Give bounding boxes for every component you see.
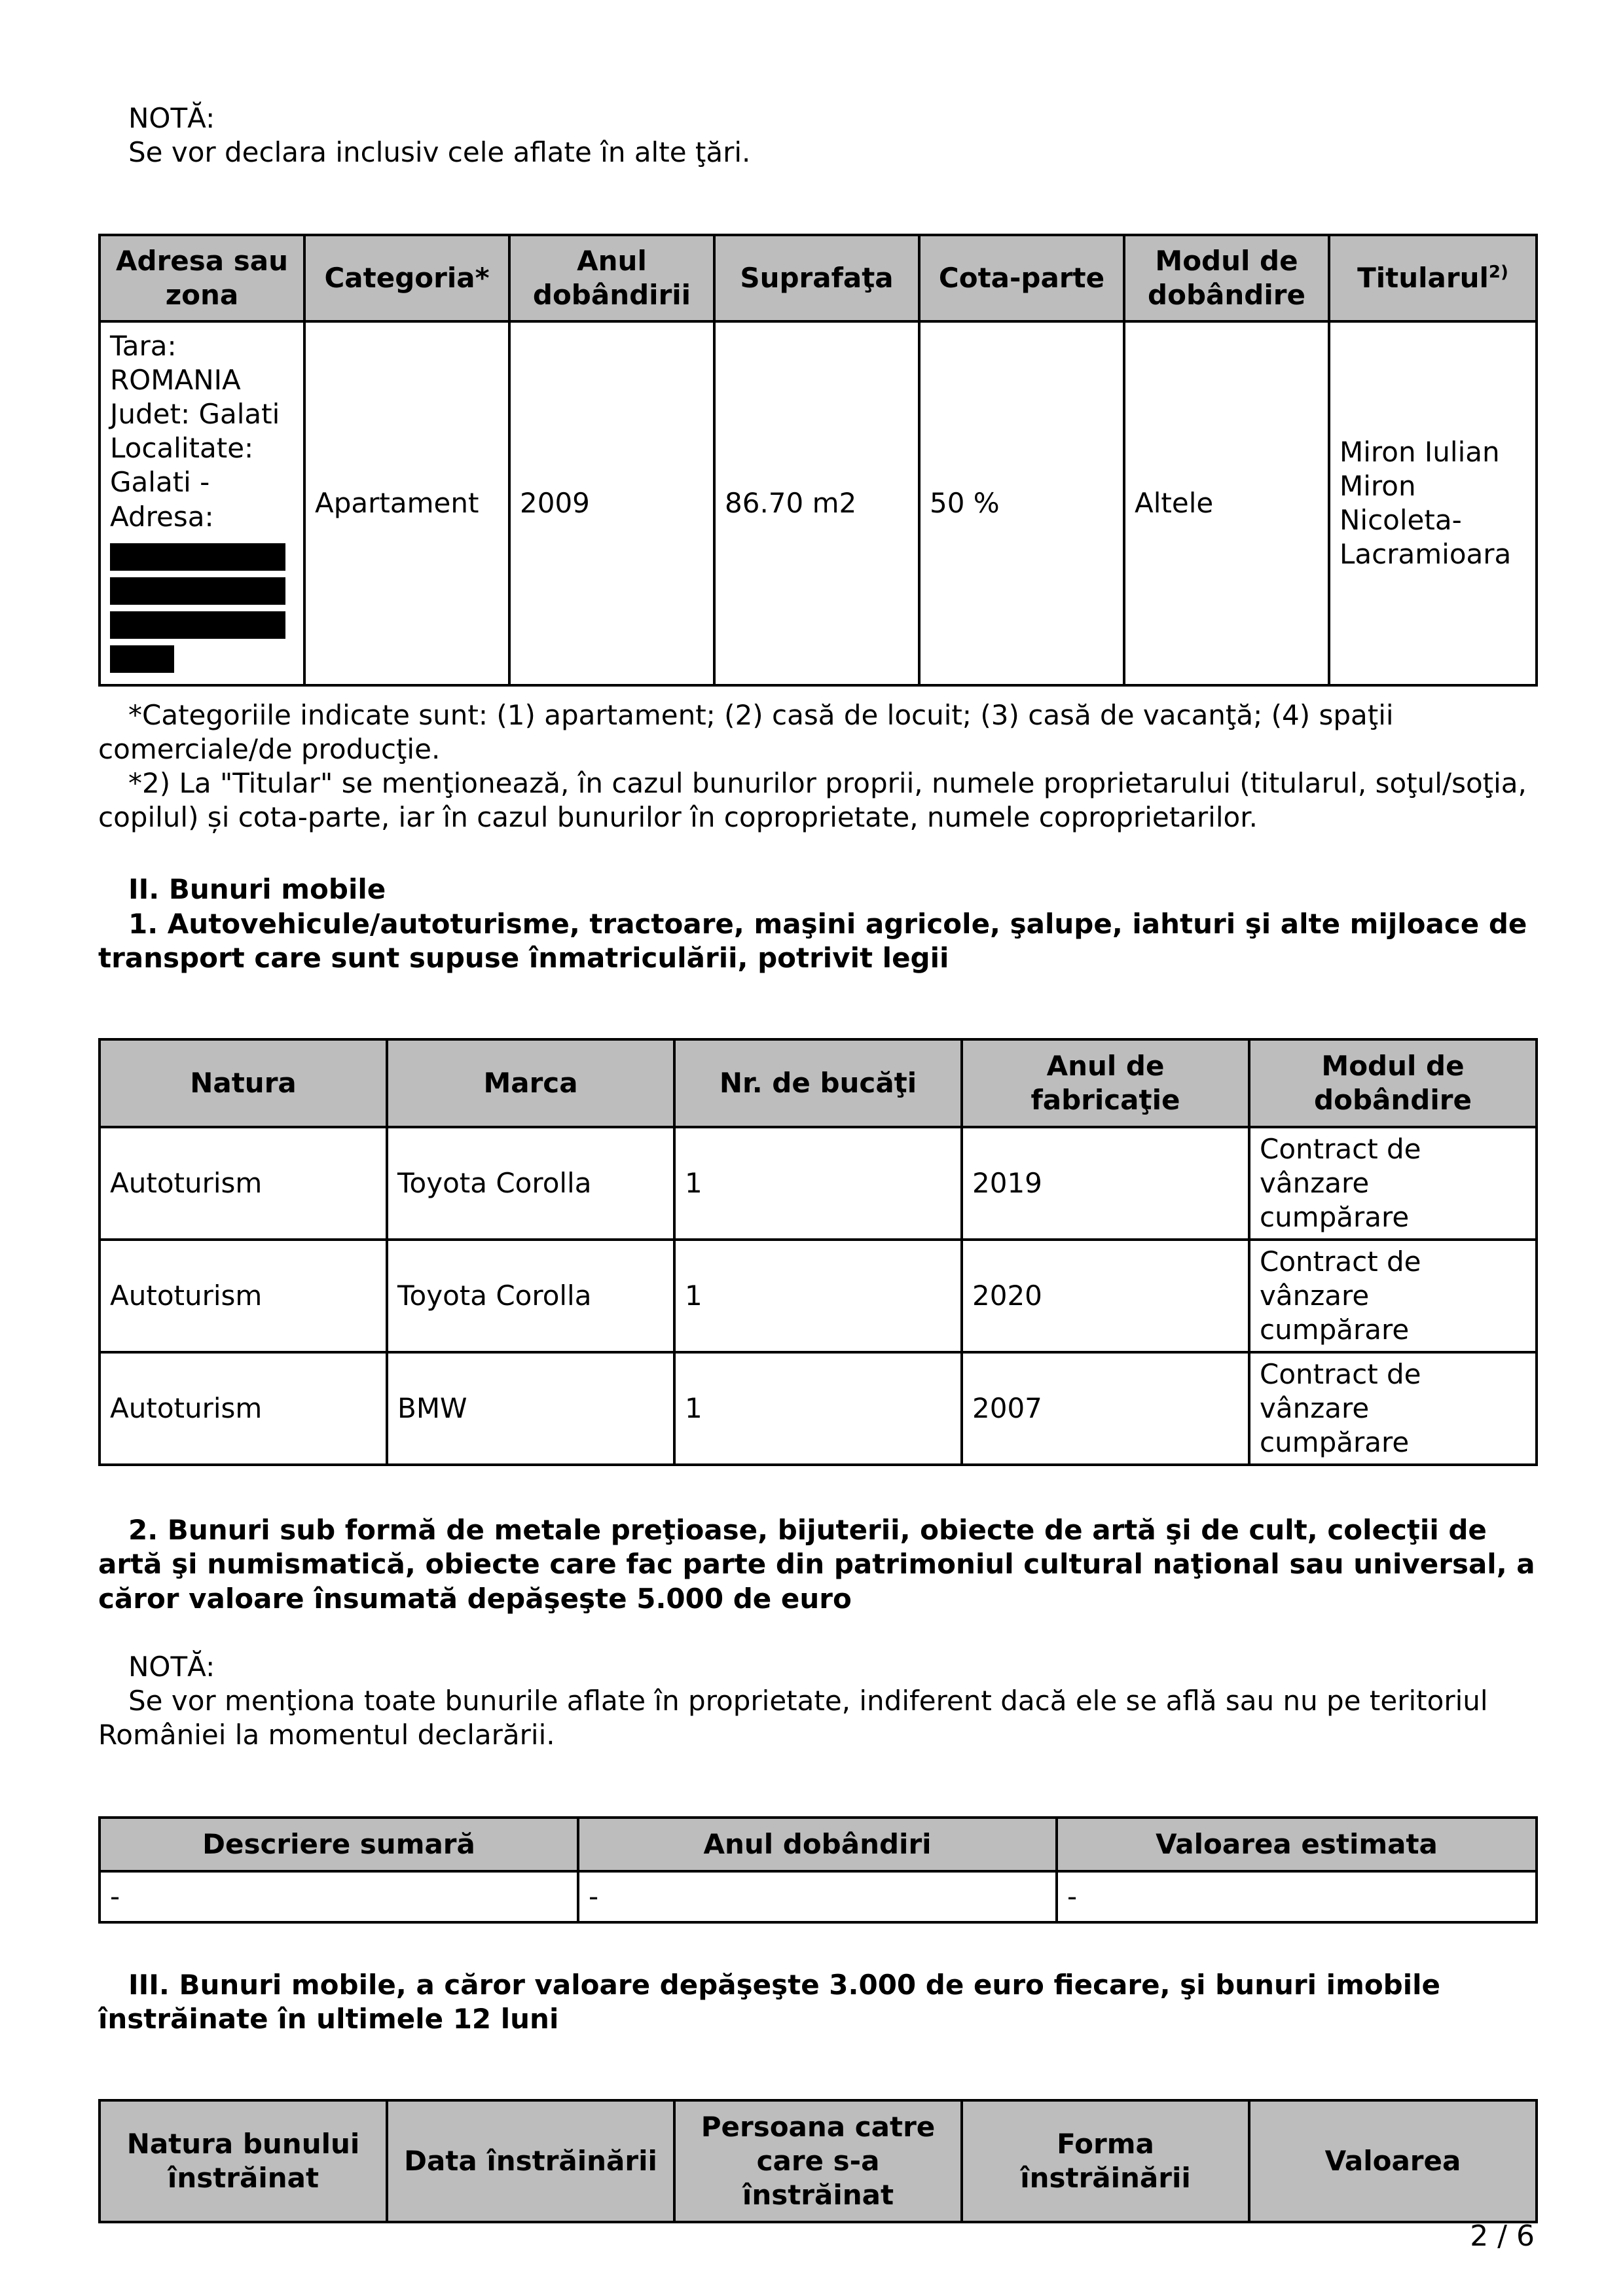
subsection-title: 1. Autovehicule/autoturisme, tractoare, maşini agricole, şalupe, iahturi şi alte mijloace de transport care sunt supuse înmatriculării, potrivit legii	[98, 907, 1527, 974]
year-cell: 2009	[509, 321, 714, 685]
vehicle-year: 2020	[962, 1240, 1249, 1352]
col-header-recipient: Persoana catre care s-a înstrăinat	[674, 2100, 962, 2222]
col-header-estimated-value: Valoarea estimata	[1057, 1818, 1537, 1871]
titular-sup: 2)	[1488, 262, 1508, 283]
vehicles-table	[98, 1038, 1538, 1467]
owners-cell: Miron Iulian Miron Nicoleta-Lacramioara	[1329, 321, 1537, 685]
vehicle-year: 2019	[962, 1127, 1249, 1240]
redaction-bar	[110, 577, 285, 605]
precious-nota-text: Se vor menţiona toate bunurile aflate în proprietate, indiferent dacă ele se află sau nu pe teritoriul României la momentul declarării.	[98, 1684, 1488, 1751]
table-row	[100, 1240, 1537, 1352]
vehicle-count: 1	[674, 1240, 962, 1352]
precious-title: 2. Bunuri sub formă de metale preţioase, bijuterii, obiecte de artă şi de cult, colecţii de artă şi numismatică, obiecte care fac parte din patrimoniul cultural naţional sau universal, a căror valoare însumată depăşeşte 5.000 de euro	[98, 1514, 1535, 1615]
table-row	[100, 1352, 1537, 1465]
address-line: Galati -	[110, 466, 210, 499]
col-header-mode: Modul de dobândire	[1124, 235, 1329, 321]
footnote-categories: *Categoriile indicate sunt: (1) apartament; (2) casă de locuit; (3) casă de vacanţă; (4) spaţii comerciale/de producţie.	[98, 699, 1394, 766]
col-header-year: Anul dobândirii	[509, 235, 714, 321]
redaction-bar	[110, 611, 285, 639]
col-header-count: Nr. de bucăţi	[674, 1039, 962, 1127]
vehicle-mode: Contract de vânzare cumpărare	[1249, 1127, 1537, 1240]
vehicle-brand: Toyota Corolla	[387, 1127, 674, 1240]
vehicle-year: 2007	[962, 1352, 1249, 1465]
address-cell	[100, 321, 304, 685]
col-header-titular	[1329, 235, 1537, 321]
vehicle-count: 1	[674, 1127, 962, 1240]
col-header-acquisition-mode: Modul de dobândire	[1249, 1039, 1537, 1127]
precious-value: -	[1057, 1871, 1537, 1922]
col-header-value: Valoarea	[1249, 2100, 1537, 2222]
address-line: Tara:	[110, 330, 177, 363]
alienated-table	[98, 2099, 1538, 2223]
col-header-acquired-year: Anul dobândiri	[578, 1818, 1057, 1871]
vehicle-count: 1	[674, 1352, 962, 1465]
col-header-share: Cota-parte	[919, 235, 1124, 321]
address-line: Localitate:	[110, 432, 254, 465]
footnote-titular: *2) La "Titular" se menţionează, în cazul bunurilor proprii, numele proprietarului (titularul, soţul/soţia, copilul) și cota-parte, iar în cazul bunurilor în coproprietate, numele coproprietarilor.	[98, 767, 1527, 834]
vehicle-mode: Contract de vânzare cumpărare	[1249, 1352, 1537, 1465]
mode-cell: Altele	[1124, 321, 1329, 685]
col-header-address: Adresa sau zona	[100, 235, 304, 321]
vehicle-nature: Autoturism	[100, 1127, 387, 1240]
vehicle-brand: Toyota Corolla	[387, 1240, 674, 1352]
address-line: ROMANIA	[110, 364, 241, 397]
table-row	[100, 1871, 1537, 1922]
col-header-alienation-date: Data înstrăinării	[387, 2100, 674, 2222]
precious-nota-label: NOTĂ:	[128, 1650, 215, 1683]
col-header-category: Categoria*	[304, 235, 509, 321]
section3-title: III. Bunuri mobile, a căror valoare depăşeşte 3.000 de euro fiecare, şi bunuri imobile înstrăinate în ultimele 12 luni	[98, 1968, 1441, 2035]
category-cell: Apartament	[304, 321, 509, 685]
redaction-bar	[110, 645, 174, 673]
col-header-description: Descriere sumară	[100, 1818, 578, 1871]
nota-label: NOTĂ:	[128, 102, 215, 134]
precious-year: -	[578, 1871, 1057, 1922]
page-number: 2 / 6	[1470, 2219, 1535, 2253]
table-row	[100, 1127, 1537, 1240]
col-header-alienated-nature: Natura bunului înstrăinat	[100, 2100, 387, 2222]
section-title: II. Bunuri mobile	[128, 873, 386, 906]
precious-description: -	[100, 1871, 578, 1922]
titular-label: Titularul	[1357, 262, 1489, 295]
redaction-bar	[110, 543, 285, 571]
vehicle-nature: Autoturism	[100, 1240, 387, 1352]
address-line: Adresa:	[110, 500, 214, 533]
address-line: Judet: Galati	[110, 398, 280, 431]
vehicle-brand: BMW	[387, 1352, 674, 1465]
precious-table	[98, 1816, 1538, 1924]
document-page	[98, 101, 1535, 2223]
share-cell: 50 %	[919, 321, 1124, 685]
col-header-surface: Suprafaţa	[714, 235, 919, 321]
vehicle-nature: Autoturism	[100, 1352, 387, 1465]
col-header-nature: Natura	[100, 1039, 387, 1127]
col-header-alienation-form: Forma înstrăinării	[962, 2100, 1249, 2222]
vehicle-mode: Contract de vânzare cumpărare	[1249, 1240, 1537, 1352]
col-header-brand: Marca	[387, 1039, 674, 1127]
col-header-fabrication-year: Anul de fabricaţie	[962, 1039, 1249, 1127]
nota-text: Se vor declara inclusiv cele aflate în alte ţări.	[128, 136, 751, 169]
surface-cell: 86.70 m2	[714, 321, 919, 685]
immovables-table	[98, 234, 1538, 687]
